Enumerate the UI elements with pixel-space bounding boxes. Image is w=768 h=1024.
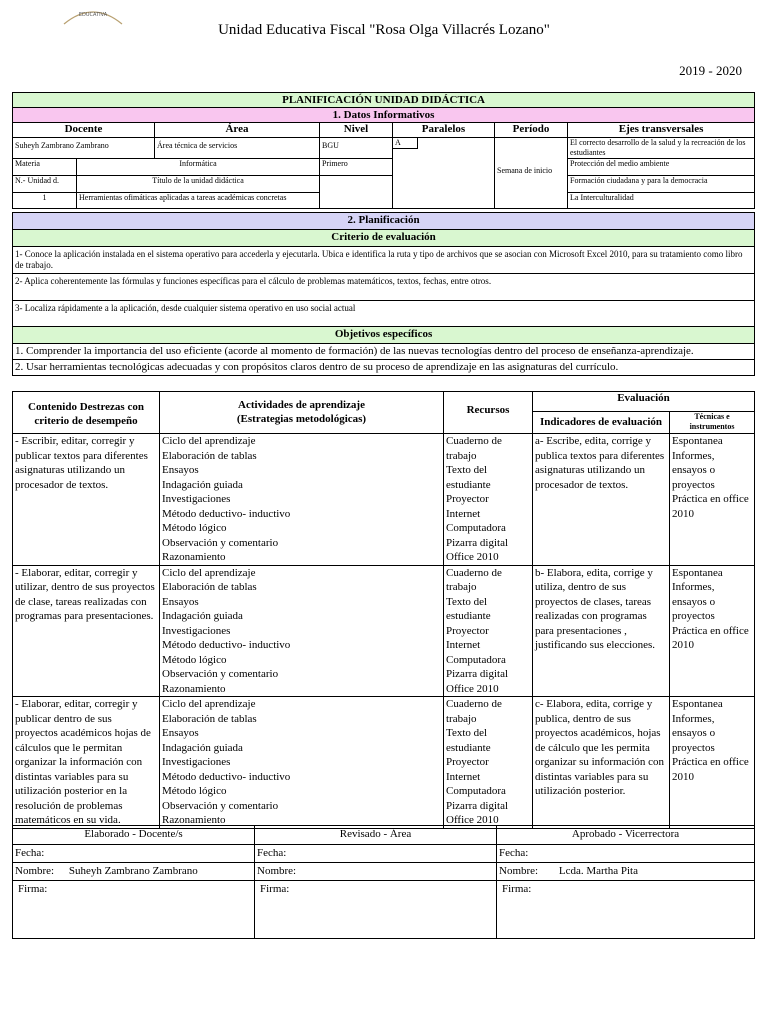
- nombre-elaborado-cell: [13, 863, 255, 881]
- criterio-2: 2- Aplica coherentemente las fórmulas y funciones específicas para el cálculo de problemas matemáticos, textos, fechas, entre otros.: [13, 274, 755, 301]
- criterio-1: 1- Conoce la aplicación instalada en el sistema operativo para accederla y ejecutarla. Ubica e identifica la ruta y tipo de archivos que se asocian con Microsoft Excel 2010, para su tratamiento como libro de trabajo.: [13, 247, 755, 274]
- fecha-revisado: Fecha:: [255, 845, 497, 863]
- criterio-3: 3- Localiza rápidamente a la aplicación, desde cualquier sistema operativo en uso social actual: [13, 301, 755, 327]
- nombre-revisado: Nombre:: [255, 863, 497, 881]
- eje-2: Protección del medio ambiente: [568, 159, 755, 176]
- actividades-cell: Ciclo del aprendizaje Elaboración de tablas Ensayos Indagación guiada Investigaciones Método deductivo- inductivo Método lógico Observación y comentario Razonamiento: [160, 565, 444, 697]
- header-recursos: Recursos: [444, 392, 533, 434]
- indicadores-cell: b- Elabora, edita, corrige y utiliza, dentro de sus proyectos de clases, tareas realizadas con programas para presentaciones , justificando sus elecciones.: [533, 565, 670, 697]
- actividades-cell: Ciclo del aprendizaje Elaboración de tablas Ensayos Indagación guiada Investigaciones Método deductivo- inductivo Método lógico Observación y comentario Razonamiento: [160, 697, 444, 829]
- header-actividades: Actividades de aprendizaje (Estrategias metodológicas): [160, 392, 444, 434]
- table-row: [13, 434, 755, 566]
- planificacion-grid: [12, 391, 755, 829]
- nombre-vicerrectora: Lcda. Martha Pita: [558, 865, 638, 877]
- table-row: [13, 565, 755, 697]
- section-datos: 1. Datos Informativos: [13, 108, 755, 123]
- grado-value: Primero: [320, 159, 393, 176]
- unidad-label: N.- Unidad d.: [13, 176, 77, 193]
- header-nivel: Nivel: [320, 123, 393, 138]
- logo-text: EDUCATIVA: [78, 12, 108, 18]
- materia-value: Informática: [77, 159, 320, 176]
- eje-4: La Interculturalidad: [568, 193, 755, 209]
- header-elaborado: Elaborado - Docente/s: [13, 826, 255, 845]
- contenido-cell: - Escribir, editar, corregir y publicar textos para diferentes asignaturas utilizando un procesador de textos.: [13, 434, 160, 566]
- header-docente: Docente: [13, 123, 155, 138]
- nombre-label: Nombre:: [15, 865, 55, 877]
- header-periodo: Período: [495, 123, 568, 138]
- header-aprobado: Aprobado - Vicerrectora: [497, 826, 755, 845]
- header-indicadores: Indicadores de evaluación: [533, 412, 670, 434]
- school-name: Unidad Educativa Fiscal "Rosa Olga Villacrés Lozano": [218, 22, 550, 38]
- section-planificacion: 2. Planificación: [13, 213, 755, 230]
- nombre-aprobado-cell: [497, 863, 755, 881]
- paralelo-value: A: [393, 138, 418, 149]
- tecnicas-cell: Espontanea Informes, ensayos o proyectos Práctica en office 2010: [670, 565, 755, 697]
- paralelos-cell: [393, 138, 495, 209]
- recursos-cell: Cuaderno de trabajo Texto del estudiante Proyector Internet Computadora Pizarra digital Office 2010: [444, 434, 533, 566]
- tecnicas-cell: Espontanea Informes, ensayos o proyectos Práctica en office 2010: [670, 434, 755, 566]
- criterio-title: Criterio de evaluación: [13, 230, 755, 247]
- objetivo-2: 2. Usar herramientas tecnológicas adecuadas y con propósitos claros dentro de su proceso de aprendizaje en las asignaturas del currículo.: [13, 360, 755, 376]
- recursos-cell: Cuaderno de trabajo Texto del estudiante Proyector Internet Computadora Pizarra digital Office 2010: [444, 565, 533, 697]
- firma-aprobado: Firma:: [497, 881, 755, 939]
- unidad-num: 1: [13, 193, 77, 209]
- fecha-elaborado: Fecha:: [13, 845, 255, 863]
- header-area: Área: [155, 123, 320, 138]
- nivel-value: BGU: [320, 138, 393, 159]
- table-row: [13, 697, 755, 829]
- datos-informativos-table: [12, 92, 755, 376]
- contenido-cell: - Elaborar, editar, corregir y publicar dentro de sus proyectos académicos hojas de cálculos que le permitan organizar la información con distintas variables para su utilización posterior en la resolución de problemas matemáticos en su vida.: [13, 697, 160, 829]
- firma-revisado: Firma:: [255, 881, 497, 939]
- area-value: Área técnica de servicios: [155, 138, 320, 159]
- actividades-cell: Ciclo del aprendizaje Elaboración de tablas Ensayos Indagación guiada Investigaciones Método deductivo- inductivo Método lógico Observación y comentario Razonamiento: [160, 434, 444, 566]
- eje-3: Formación ciudadana y para la democracia: [568, 176, 755, 193]
- titulo-value: Herramientas ofimáticas aplicadas a tareas académicas concretas: [77, 193, 320, 209]
- school-year: 2019 - 2020: [679, 63, 742, 78]
- signature-table: [12, 825, 755, 939]
- header-evaluacion: Evaluación: [533, 392, 755, 412]
- eje-1: El correcto desarrollo de la salud y la recreación de los estudiantes: [568, 138, 755, 159]
- nombre-docente: Suheyh Zambrano Zambrano: [68, 865, 198, 877]
- periodo-cell: [495, 138, 568, 209]
- header-contenido: Contenido Destrezas con criterio de desempeño: [13, 392, 160, 434]
- recursos-cell: Cuaderno de trabajo Texto del estudiante Proyector Internet Computadora Pizarra digital Office 2010: [444, 697, 533, 829]
- header-revisado: Revisado - Área: [255, 826, 497, 845]
- indicadores-cell: a- Escribe, edita, corrige y publica textos para diferentes asignaturas utilizando un procesador de textos.: [533, 434, 670, 566]
- contenido-cell: - Elaborar, editar, corregir y utilizar, dentro de sus proyectos de clase, tareas realizadas con programas para presentaciones.: [13, 565, 160, 697]
- tecnicas-cell: Espontanea Informes, ensayos o proyectos Práctica en office 2010: [670, 697, 755, 829]
- docente-value: Suheyh Zambrano Zambrano: [13, 138, 155, 159]
- nombre-label: Nombre:: [499, 865, 539, 877]
- firma-elaborado: Firma:: [13, 881, 255, 939]
- indicadores-cell: c- Elabora, edita, corrige y publica, dentro de sus proyectos académicos, hojas de cálculo que les permita organizar su información con distintas variables para su utilización posterior.: [533, 697, 670, 829]
- semana-inicio: Semana de inicio: [497, 166, 553, 175]
- header-tecnicas: Técnicas e instrumentos: [670, 412, 755, 434]
- materia-label: Materia: [13, 159, 77, 176]
- fecha-aprobado: Fecha:: [497, 845, 755, 863]
- titulo-label: Título de la unidad didáctica: [77, 176, 320, 193]
- plan-title: PLANIFICACIÓN UNIDAD DIDÁCTICA: [13, 93, 755, 108]
- header-ejes: Ejes transversales: [568, 123, 755, 138]
- objetivo-1: 1. Comprender la importancia del uso eficiente (acorde al momento de formación) de las nuevas tecnologías dentro del proceso de enseñanza-aprendizaje.: [13, 344, 755, 360]
- objetivos-title: Objetivos específicos: [13, 327, 755, 344]
- header-paralelos: Paralelos: [393, 123, 495, 138]
